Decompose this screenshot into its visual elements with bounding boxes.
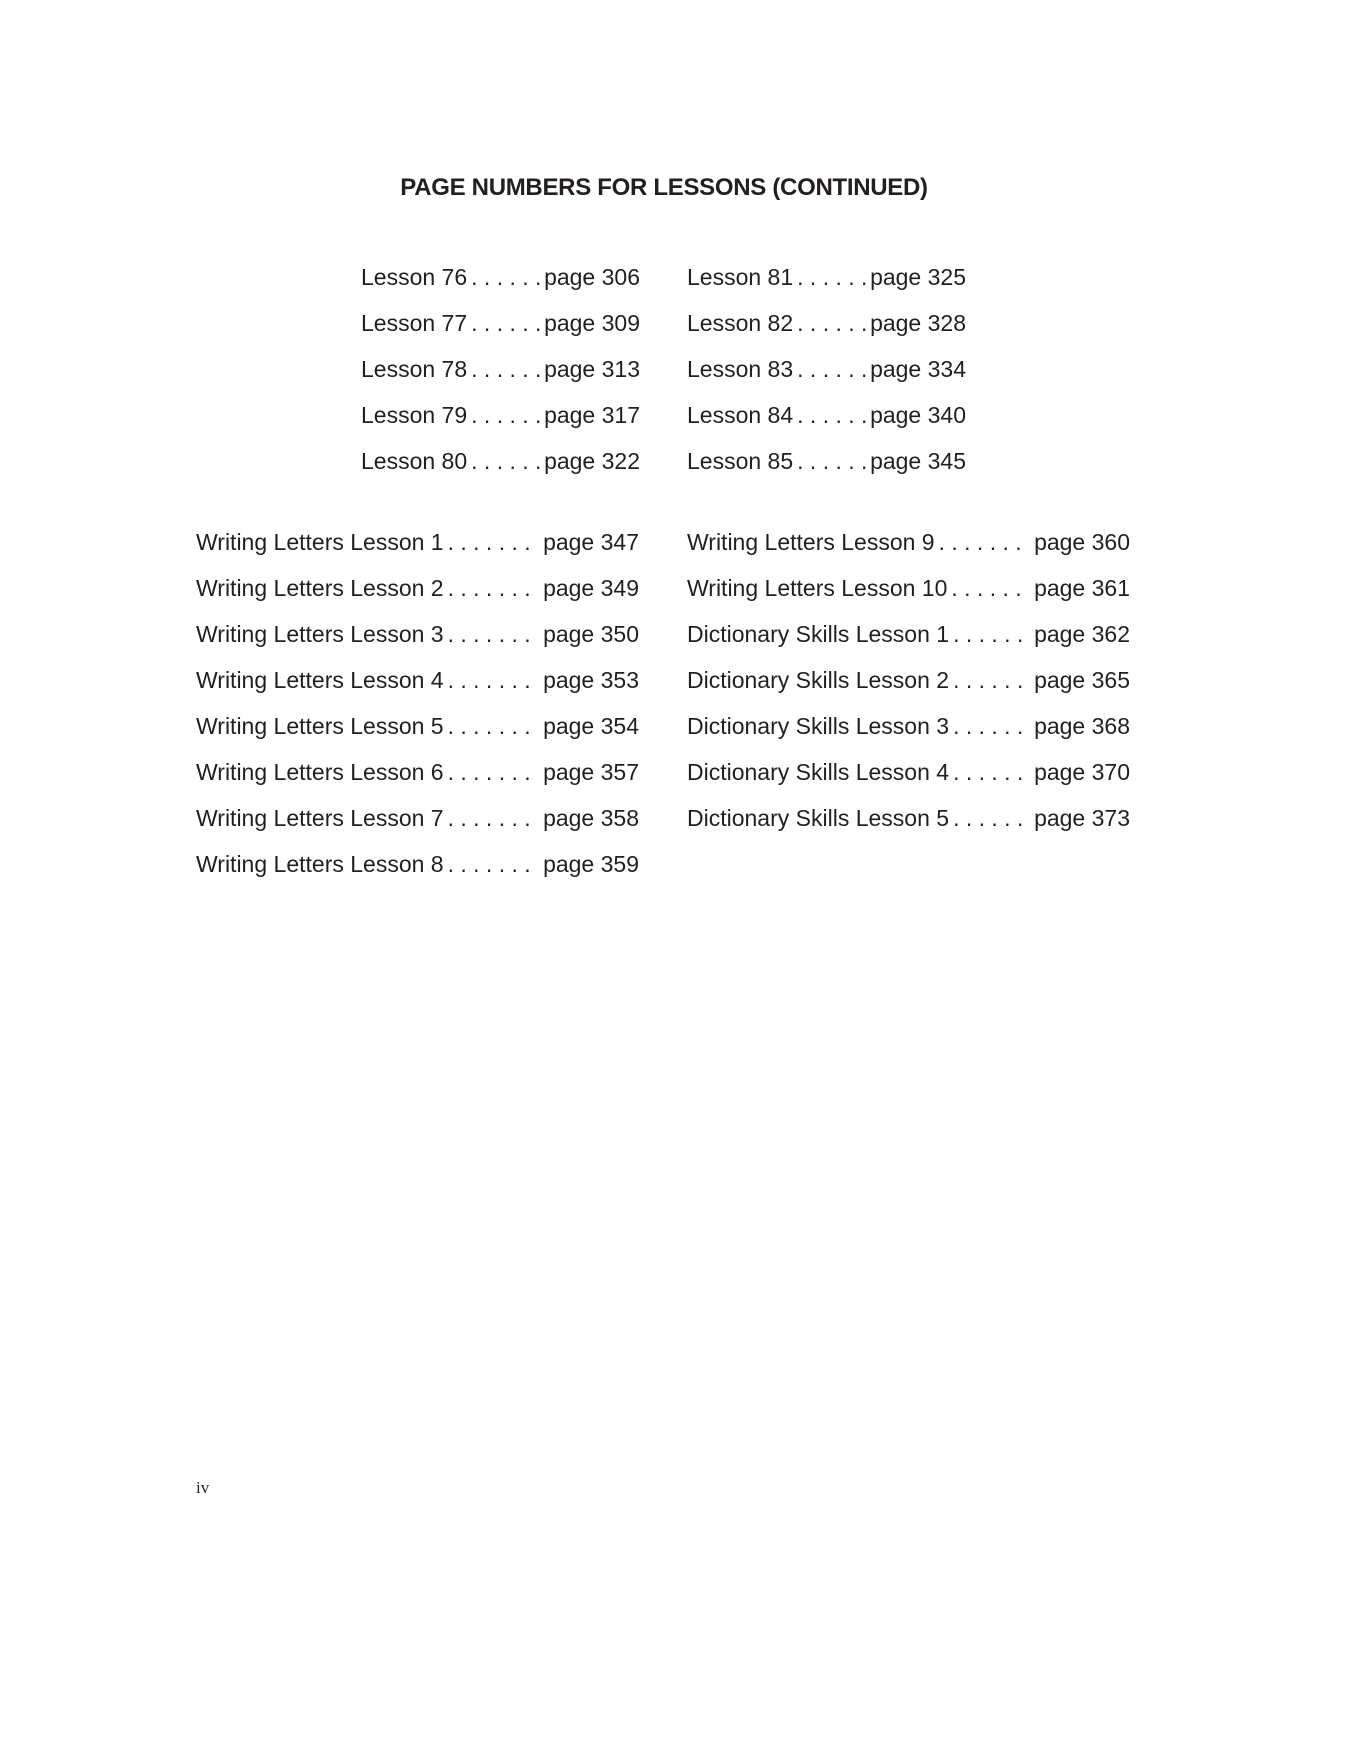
toc-entry xyxy=(361,402,640,448)
dot-leader xyxy=(471,310,540,337)
toc-entry-label: Lesson 76 xyxy=(361,264,468,290)
toc-entry xyxy=(687,264,966,310)
toc-entry-label: Lesson 84 xyxy=(687,402,794,428)
toc-entry-page: page 328 xyxy=(870,310,966,336)
toc-entry-page: page 340 xyxy=(870,402,966,428)
dot-leader xyxy=(951,575,1030,602)
toc-entry-page: page 353 xyxy=(543,667,639,693)
dot-leader xyxy=(448,667,539,694)
toc-entry xyxy=(196,575,639,621)
dot-leader xyxy=(797,402,866,429)
toc-entry-label: Lesson 77 xyxy=(361,310,468,336)
toc-entry xyxy=(687,575,1130,621)
toc-entry-page: page 317 xyxy=(544,402,640,428)
toc-entry-label: Writing Letters Lesson 2 xyxy=(196,575,444,601)
dot-leader xyxy=(939,529,1030,556)
toc-entry xyxy=(687,529,1130,575)
toc-entry-label: Writing Letters Lesson 3 xyxy=(196,621,444,647)
toc-entry-page: page 345 xyxy=(870,448,966,474)
toc-entry-label: Dictionary Skills Lesson 4 xyxy=(687,759,950,785)
lessons-right-column xyxy=(687,264,966,494)
toc-entry-label: Writing Letters Lesson 6 xyxy=(196,759,444,785)
dot-leader xyxy=(448,851,539,878)
toc-entry-page: page 313 xyxy=(544,356,640,382)
toc-entry-label: Writing Letters Lesson 1 xyxy=(196,529,444,555)
toc-entry-label: Writing Letters Lesson 10 xyxy=(687,575,948,601)
toc-entry-page: page 362 xyxy=(1034,621,1130,647)
toc-entry xyxy=(196,805,639,851)
toc-entry-label: Writing Letters Lesson 4 xyxy=(196,667,444,693)
toc-entry-label: Lesson 83 xyxy=(687,356,794,382)
toc-entry-page: page 309 xyxy=(544,310,640,336)
toc-entry-page: page 359 xyxy=(543,851,639,877)
toc-entry-label: Writing Letters Lesson 7 xyxy=(196,805,444,831)
dot-leader xyxy=(448,805,539,832)
toc-entry xyxy=(361,356,640,402)
dot-leader xyxy=(471,356,540,383)
dot-leader xyxy=(953,667,1030,694)
dot-leader xyxy=(471,264,540,291)
toc-entry-page: page 368 xyxy=(1034,713,1130,739)
dot-leader xyxy=(797,264,866,291)
dot-leader xyxy=(953,759,1030,786)
dot-leader xyxy=(471,402,540,429)
dot-leader xyxy=(797,448,866,475)
toc-entry-label: Lesson 85 xyxy=(687,448,794,474)
dot-leader xyxy=(448,575,539,602)
lessons-left-column xyxy=(361,264,640,494)
toc-entry-page: page 350 xyxy=(543,621,639,647)
toc-entry xyxy=(361,264,640,310)
dot-leader xyxy=(471,448,540,475)
toc-entry-label: Writing Letters Lesson 5 xyxy=(196,713,444,739)
toc-entry-page: page 349 xyxy=(543,575,639,601)
toc-entry-label: Dictionary Skills Lesson 2 xyxy=(687,667,950,693)
toc-entry-label: Dictionary Skills Lesson 3 xyxy=(687,713,950,739)
special-lessons-left-column xyxy=(196,529,639,897)
toc-entry-page: page 357 xyxy=(543,759,639,785)
toc-entry xyxy=(687,713,1130,759)
toc-entry xyxy=(196,851,639,897)
dot-leader xyxy=(448,529,539,556)
toc-entry xyxy=(361,310,640,356)
toc-entry-page: page 334 xyxy=(870,356,966,382)
toc-entry-page: page 358 xyxy=(543,805,639,831)
dot-leader xyxy=(797,310,866,337)
toc-entry xyxy=(687,448,966,494)
special-lessons-right-column xyxy=(687,529,1130,851)
toc-entry xyxy=(687,310,966,356)
toc-entry-page: page 373 xyxy=(1034,805,1130,831)
toc-entry-label: Dictionary Skills Lesson 1 xyxy=(687,621,950,647)
toc-entry-page: page 306 xyxy=(544,264,640,290)
toc-entry-page: page 360 xyxy=(1034,529,1130,555)
toc-entry xyxy=(687,759,1130,805)
toc-entry-label: Lesson 78 xyxy=(361,356,468,382)
toc-entry xyxy=(687,356,966,402)
toc-entry-label: Lesson 82 xyxy=(687,310,794,336)
dot-leader xyxy=(953,621,1030,648)
toc-entry-page: page 365 xyxy=(1034,667,1130,693)
dot-leader xyxy=(448,621,539,648)
toc-entry-label: Dictionary Skills Lesson 5 xyxy=(687,805,950,831)
dot-leader xyxy=(953,713,1030,740)
page-number: iv xyxy=(196,1478,210,1497)
toc-entry-page: page 354 xyxy=(543,713,639,739)
toc-entry xyxy=(687,805,1130,851)
page-title: PAGE NUMBERS FOR LESSONS (CONTINUED) xyxy=(400,174,928,201)
toc-entry xyxy=(687,402,966,448)
toc-entry-label: Lesson 81 xyxy=(687,264,794,290)
toc-entry xyxy=(687,621,1130,667)
toc-entry-label: Writing Letters Lesson 9 xyxy=(687,529,935,555)
toc-entry-page: page 325 xyxy=(870,264,966,290)
toc-entry-page: page 361 xyxy=(1034,575,1130,601)
toc-entry xyxy=(196,713,639,759)
toc-entry-label: Lesson 80 xyxy=(361,448,468,474)
toc-entry-label: Writing Letters Lesson 8 xyxy=(196,851,444,877)
toc-entry xyxy=(361,448,640,494)
toc-entry-page: page 322 xyxy=(544,448,640,474)
dot-leader xyxy=(797,356,866,383)
dot-leader xyxy=(953,805,1030,832)
toc-entry-label: Lesson 79 xyxy=(361,402,468,428)
toc-entry xyxy=(196,529,639,575)
toc-entry xyxy=(687,667,1130,713)
toc-entry xyxy=(196,621,639,667)
toc-entry xyxy=(196,667,639,713)
dot-leader xyxy=(448,759,539,786)
dot-leader xyxy=(448,713,539,740)
toc-entry xyxy=(196,759,639,805)
toc-entry-page: page 347 xyxy=(543,529,639,555)
toc-entry-page: page 370 xyxy=(1034,759,1130,785)
